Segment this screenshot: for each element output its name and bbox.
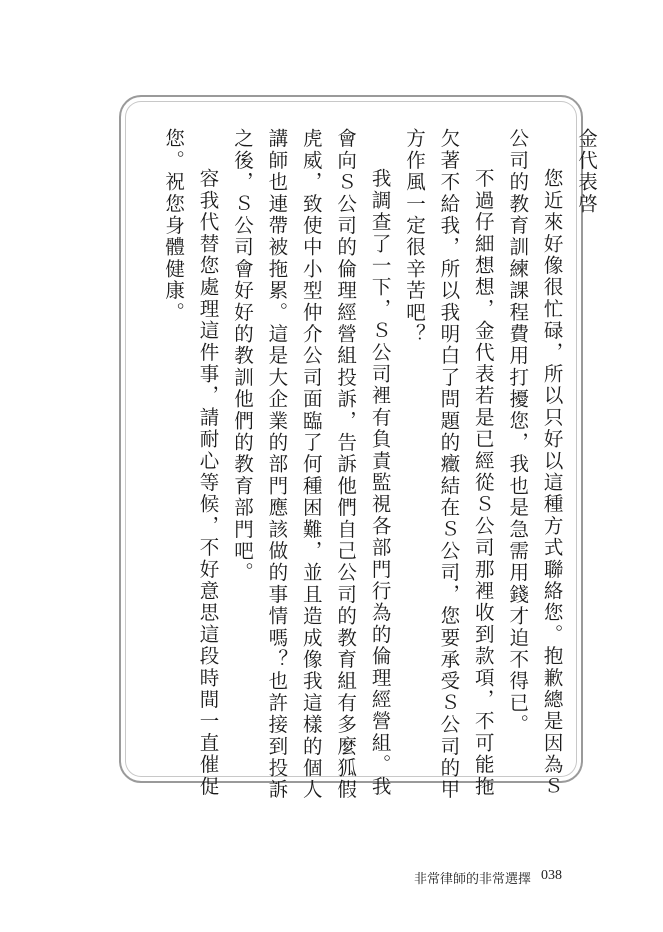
page-number: 038 bbox=[541, 868, 562, 883]
letter-closing: 您。祝您身體健康。 bbox=[162, 128, 186, 324]
letter-line: 容我代替您處理這件事，請耐心等候，不好意思這段時間一直催促 bbox=[196, 168, 220, 798]
letter-line: 虎威，致使中小型仲介公司面臨了何種困難，並且造成像我這樣的個人 bbox=[299, 128, 323, 801]
letter-line: 之後，Ｓ公司會好好的教訓他們的教育部門吧。 bbox=[230, 128, 254, 584]
letter-line: 會向Ｓ公司的倫理經營組投訴，告訴他們自己公司的教育組有多麼狐假 bbox=[334, 128, 358, 801]
letter-line: 欠著不給我，所以我明白了問題的癥結在Ｓ公司，您要承受Ｓ公司的甲 bbox=[437, 128, 461, 801]
letter-line: 方作風一定很辛苦吧？ bbox=[402, 128, 426, 345]
book-title: 非常律師的非常選擇 bbox=[414, 872, 532, 887]
letter-line: 公司的教育訓練課程費用打擾您，我也是急需用錢才迫不得已。 bbox=[506, 128, 530, 736]
letter-line: 不過仔細想想，金代表若是已經從Ｓ公司那裡收到款項，不可能拖 bbox=[471, 168, 495, 798]
letter-line: 講師也連帶被拖累。這是大企業的部門應該做的事情嗎？也許接到投訴 bbox=[265, 128, 289, 801]
letter-body bbox=[156, 128, 603, 801]
letter-salutation: 金代表啓 bbox=[575, 128, 598, 215]
letter-line: 我調查了一下，Ｓ公司裡有負責監視各部門行為的倫理經營組。我 bbox=[368, 168, 392, 798]
page-footer bbox=[0, 868, 663, 888]
letter-line: 您近來好像很忙碌，所以只好以這種方式聯絡您。抱歉總是因為Ｓ bbox=[540, 168, 564, 798]
